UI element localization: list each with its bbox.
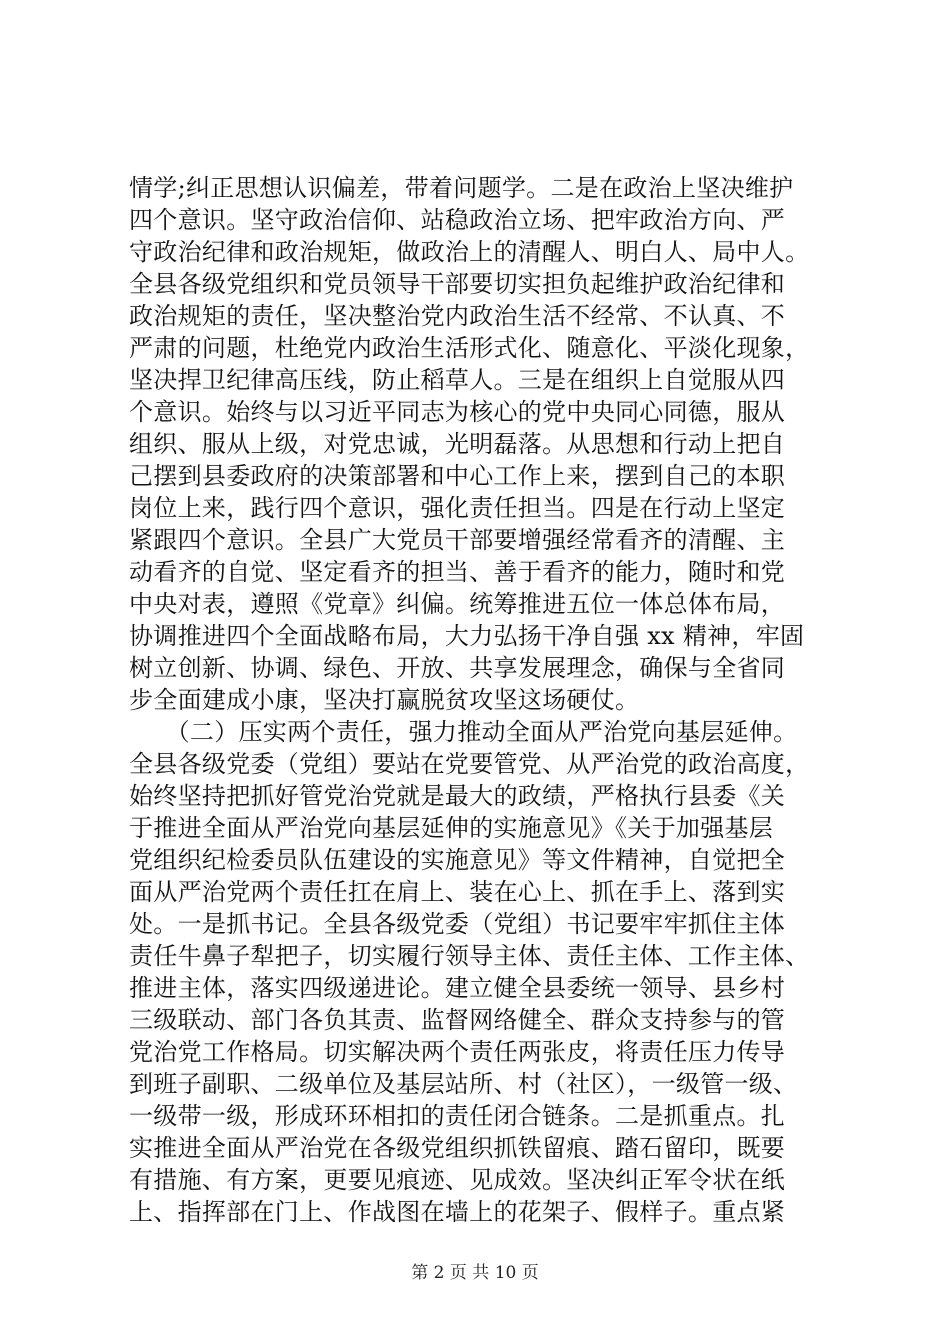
text-line: 推进主体，落实四级递进论。建立健全县委统一领导、县乡村 xyxy=(129,974,786,1002)
page-number-footer: 第 2 页 共 10 页 xyxy=(411,1263,539,1283)
text-line: 处。一是抓书记。全县各级党委（党组）书记要牢牢抓住主体 xyxy=(129,910,786,938)
text-line: 有措施、有方案，更要见痕迹、见成效。坚决纠正军令状在纸 xyxy=(129,1166,786,1194)
text-line: 中央对表，遵照《党章》纠偏。统筹推进五位一体总体布局， xyxy=(129,590,786,618)
text-line: 全县各级党组织和党员领导干部要切实担负起维护政治纪律和 xyxy=(129,270,786,298)
text-line: 三级联动、部门各负其责、监督网络健全、群众支持参与的管 xyxy=(129,1006,786,1034)
text-line: 动看齐的自觉、坚定看齐的担当、善于看齐的能力，随时和党 xyxy=(129,558,786,586)
text-line: 责任牛鼻子犁把子，切实履行领导主体、责任主体、工作主体、 xyxy=(129,942,810,970)
text-line: 步全面建成小康，坚决打赢脱贫攻坚这场硬仗。 xyxy=(129,686,640,714)
text-line: 实推进全面从严治党在各级党组织抓铁留痕、踏石留印，既要 xyxy=(129,1134,786,1162)
text-line: 协调推进四个全面战略布局，大力弘扬干净自强 xx 精神，牢固 xyxy=(129,622,805,650)
text-line: 个意识。始终与以习近平同志为核心的党中央同心同德，服从 xyxy=(129,398,786,426)
text-line: 面从严治党两个责任扛在肩上、装在心上、抓在手上、落到实 xyxy=(129,878,786,906)
text-line: 始终坚持把抓好管党治党就是最大的政绩，严格执行县委《关 xyxy=(129,782,786,810)
document-body xyxy=(129,172,829,1228)
text-line: 全县各级党委（党组）要站在党要管党、从严治党的政治高度， xyxy=(129,750,810,778)
text-line: 四个意识。坚守政治信仰、站稳政治立场、把牢政治方向、严 xyxy=(129,206,786,234)
text-line: 到班子副职、二级单位及基层站所、村（社区），一级管一级、 xyxy=(129,1070,798,1098)
text-line: 组织、服从上级，对党忠诚，光明磊落。从思想和行动上把自 xyxy=(129,430,786,458)
text-line: 情学;纠正思想认识偏差，带着问题学。二是在政治上坚决维护 xyxy=(129,174,794,202)
text-line: 严肃的问题，杜绝党内政治生活形式化、随意化、平淡化现象， xyxy=(129,334,810,362)
text-line: 树立创新、协调、绿色、开放、共享发展理念，确保与全省同 xyxy=(129,654,786,682)
text-line: 于推进全面从严治党向基层延伸的实施意见》《关于加强基层 xyxy=(129,814,774,842)
text-line: 党组织纪检委员队伍建设的实施意见》等文件精神，自觉把全 xyxy=(129,846,786,874)
text-line: （二）压实两个责任，强力推动全面从严治党向基层延伸。 xyxy=(129,718,798,746)
text-line: 岗位上来，践行四个意识，强化责任担当。四是在行动上坚定 xyxy=(129,494,786,522)
text-line: 己摆到县委政府的决策部署和中心工作上来，摆到自己的本职 xyxy=(129,462,786,490)
text-line: 上、指挥部在门上、作战图在墙上的花架子、假样子。重点紧 xyxy=(129,1198,786,1226)
text-line: 坚决捍卫纪律高压线，防止稻草人。三是在组织上自觉服从四 xyxy=(129,366,786,394)
text-line: 一级带一级，形成环环相扣的责任闭合链条。二是抓重点。扎 xyxy=(129,1102,786,1130)
text-line: 紧跟四个意识。全县广大党员干部要增强经常看齐的清醒、主 xyxy=(129,526,786,554)
text-line: 政治规矩的责任，坚决整治党内政治生活不经常、不认真、不 xyxy=(129,302,786,330)
text-line: 守政治纪律和政治规矩，做政治上的清醒人、明白人、局中人。 xyxy=(129,238,810,266)
text-line: 党治党工作格局。切实解决两个责任两张皮，将责任压力传导 xyxy=(129,1038,786,1066)
